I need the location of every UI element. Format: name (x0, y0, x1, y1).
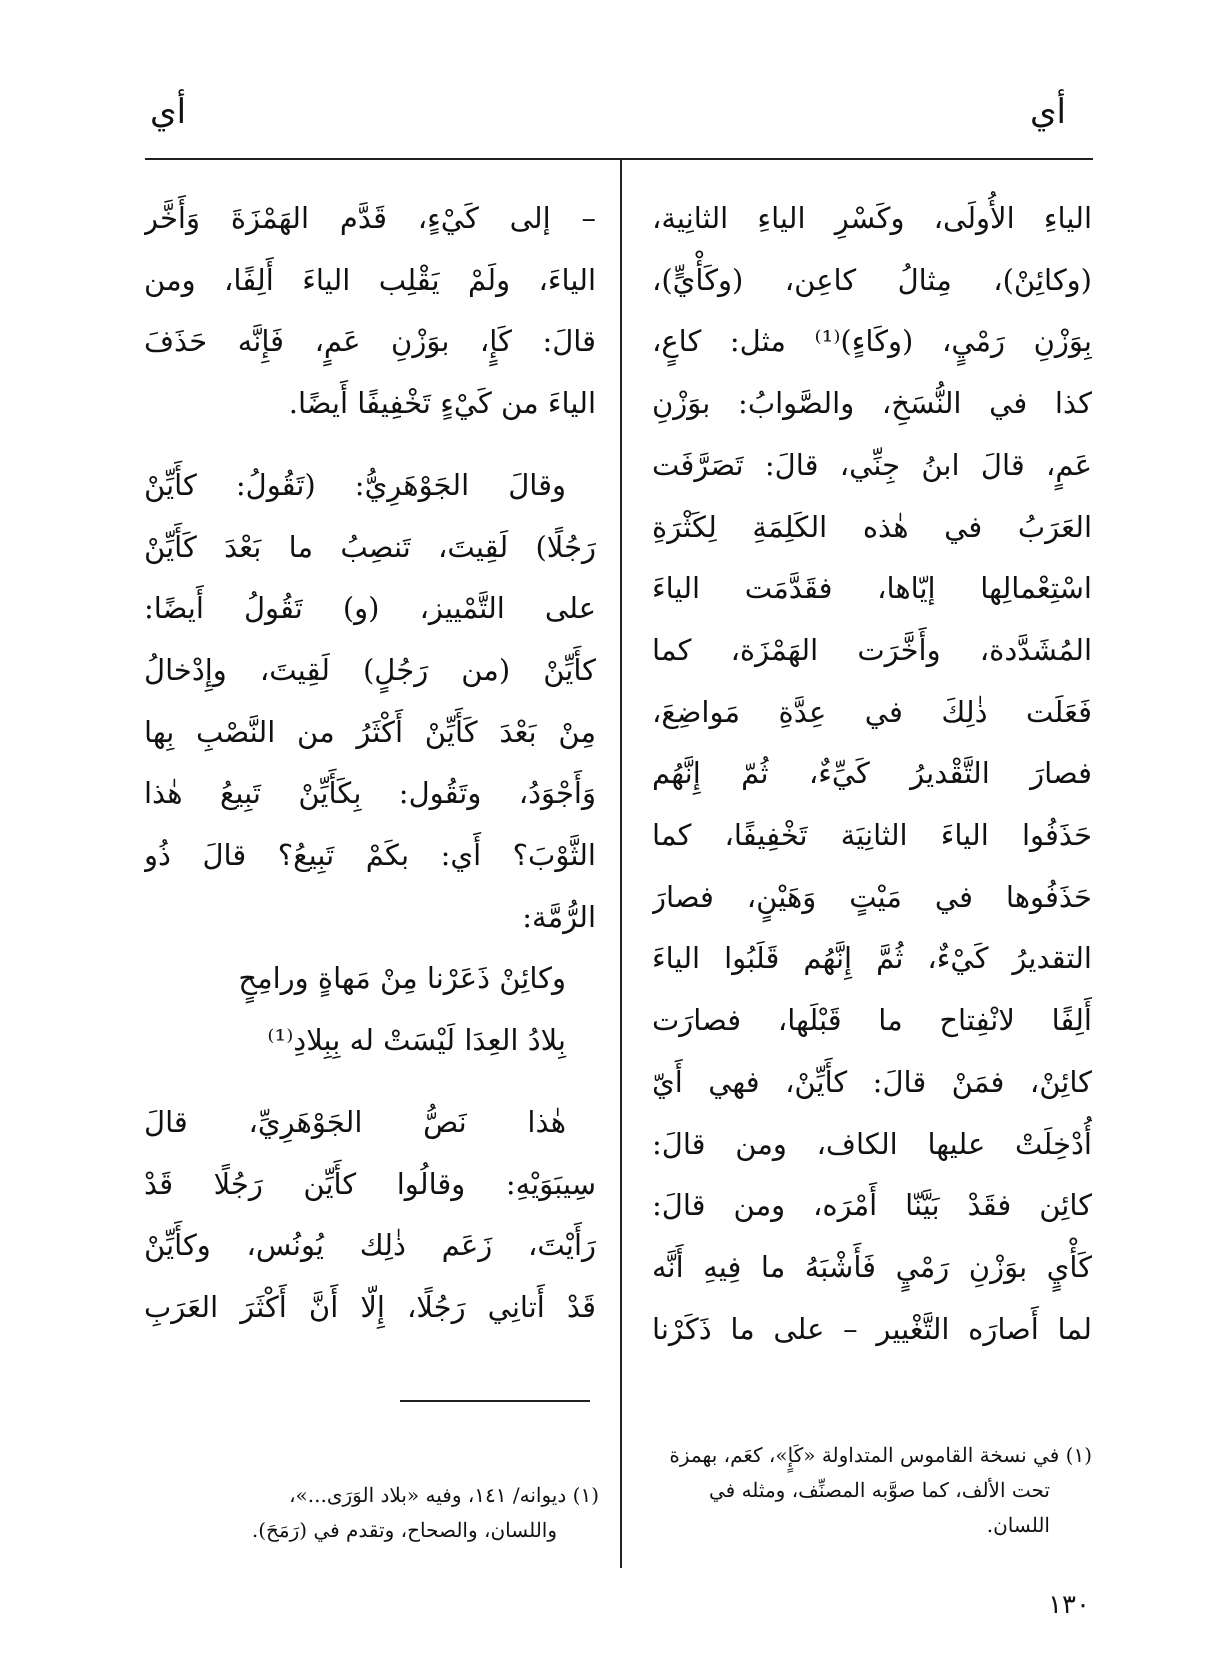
text-line: قَدْ أَتانِي رَجُلًا، إِلّا أَنَّ أَكْثَرَ العَرَبِ (144, 1289, 596, 1324)
paragraph (144, 455, 596, 949)
header-word-left: أي (150, 92, 187, 132)
footnote-line: (١) في نسخة القاموس المتداولة «كَإٍ»، كعَم، بهمزة (669, 1443, 1092, 1467)
text-line: كائِنْ، فمَنْ قالَ: كأَيِّنْ، فهي أَيّ (652, 1064, 1092, 1099)
right-column (652, 188, 1092, 1360)
text-line: الياءَ من كَيْءٍ تَخْفِيفًا أَيضًا. (288, 386, 596, 421)
text-line: فصارَ التَّقْديرُ كَيِّءٌ، ثُمّ إِنَّهُم (652, 756, 1092, 791)
paragraph (144, 1092, 596, 1339)
text-line: على التَّمْييز، (و) تَقُولُ أَيضًا: (144, 591, 596, 626)
text-line: الثَّوْبَ؟ أَي: بكَمْ تَبِيعُ؟ قالَ ذُو (144, 838, 596, 873)
text-line: الياءِ الأُولَى، وكَسْرِ الياءِ الثانِية، (652, 201, 1092, 235)
text-line: اسْتِعْمالِها إيّاها، فقَدَّمَت الياءَ (652, 571, 1092, 606)
footnote-right (652, 1438, 1092, 1543)
text-line: قالَ: كَإٍ، بوَزْنِ عَمٍ، فَإِنَّه حَذَفَ (144, 324, 596, 359)
text-line: سِيبَوَيْهِ: وقالُوا كأَيِّن رَجُلًا قَدْ (144, 1166, 596, 1201)
text-line: بِوَزْنِ رَمْيٍ، (وكَاءٍ)⁽¹⁾ مثل: كاعٍ، (652, 324, 1092, 359)
text-line: (وكائِنْ)، مِثالُ كاعِن، (وكَأْيٍّ)، (652, 262, 1092, 297)
text-line: المُشَدَّدة، وأَخَّرَت الهَمْزَة، كما (652, 632, 1092, 667)
footnote-line: اللسان. (986, 1513, 1050, 1537)
text-line: كأَيِّنْ (من رَجُلٍ) لَقِيتَ، وإِدْخالُ (144, 652, 596, 687)
footnote-rule (400, 1400, 590, 1402)
text-line: لما أَصارَه التَّغْيير – على ما ذَكَرْنا (652, 1311, 1092, 1346)
text-line: حَذَفُوها في مَيْتٍ وَهَيْنٍ، فصارَ (652, 879, 1092, 914)
verse-hemistich-2: بِلادُ العِدَا لَيْسَتْ له بِبِلادِ⁽¹⁾ (267, 1023, 566, 1058)
page-number: ١٣٠ (1048, 1590, 1090, 1620)
text-line: عَمٍ، قالَ ابنُ جِنِّي، قالَ: تَصَرَّفَت (652, 447, 1092, 482)
text-line: – إلى كَيْءٍ، قَدَّم الهَمْزَةَ وَأَخَّر (144, 201, 596, 235)
verse-hemistich-1: وكائِنْ ذَعَرْنا مِنْ مَهاةٍ ورامِحٍ (238, 961, 566, 996)
text-line: التقديرُ كَيْءٌ، ثُمَّ إِنَّهُم قَلَبُوا الياءَ (652, 941, 1092, 976)
text-line: أُدْخِلَتْ عليها الكاف، ومن قالَ: (652, 1126, 1092, 1161)
text-line: هٰذا نَصُّ الجَوْهَرِيِّ، قالَ (144, 1104, 566, 1139)
left-column (144, 188, 596, 1339)
footnote-line: واللسان، والصحاح، وتقدم في (رَمَحَ). (251, 1518, 557, 1542)
text-line: الرُّمَّة: (522, 899, 596, 934)
text-line: وَأَجْوَدُ، وتَقُول: بِكَأَيِّنْ تَبِيعُ هٰذا (144, 776, 596, 811)
text-line: الياءَ، ولَمْ يَقْلِب الياءَ أَلِفًا، ومن (144, 262, 596, 297)
text-line: كَأْيٍ بوَزْنِ رَمْيٍ فَأَشْبَهُ ما فِيهِ أَنَّه (652, 1249, 1092, 1284)
footnote-left (144, 1478, 599, 1548)
text-line: كذا في النُّسَخِ، والصَّوابُ: بوَزْنِ (652, 386, 1092, 421)
text-line: مِنْ بَعْدَ كَأَيِّنْ أَكْثَرُ من النَّصْبِ بِها (144, 714, 596, 749)
text-line: فَعَلَت ذٰلِكَ في عِدَّةِ مَواضِعَ، (652, 694, 1092, 729)
poem-verse (144, 948, 596, 1071)
header-rule (145, 158, 1093, 160)
text-line: وقالَ الجَوْهَرِيُّ: (تَقُولُ: كأَيِّنْ (144, 467, 566, 502)
paragraph (144, 188, 596, 435)
text-line: كائِن فقَدْ بَيَّنّا أَمْرَه، ومن قالَ: (652, 1188, 1092, 1223)
text-line: أَلِفًا لانْفِتاح ما قَبْلَها، فصارَت (652, 1003, 1092, 1038)
text-line: حَذَفُوا الياءَ الثانِيَة تَخْفِيفًا، كما (652, 818, 1092, 853)
header-word-right: أي (1029, 92, 1066, 132)
text-line: رَأَيْتَ، زَعَم ذٰلِك يُونُس، وكأَيِّنْ (144, 1228, 596, 1263)
text-line: رَجُلًا) لَقِيتَ، تَنصِبُ ما بَعْدَ كَأَيِّنْ (144, 529, 596, 564)
column-divider (620, 158, 622, 1568)
footnote-line: (١) ديوانه/ ١٤١، وفيه «بلاد الوَرَى...»، (289, 1483, 599, 1507)
footnote-line: تحت الألف، كما صوَّبه المصنِّف، ومثله في (709, 1478, 1050, 1502)
text-line: العَرَبُ في هٰذه الكَلِمَةِ لِكَثْرَةِ (652, 509, 1092, 544)
